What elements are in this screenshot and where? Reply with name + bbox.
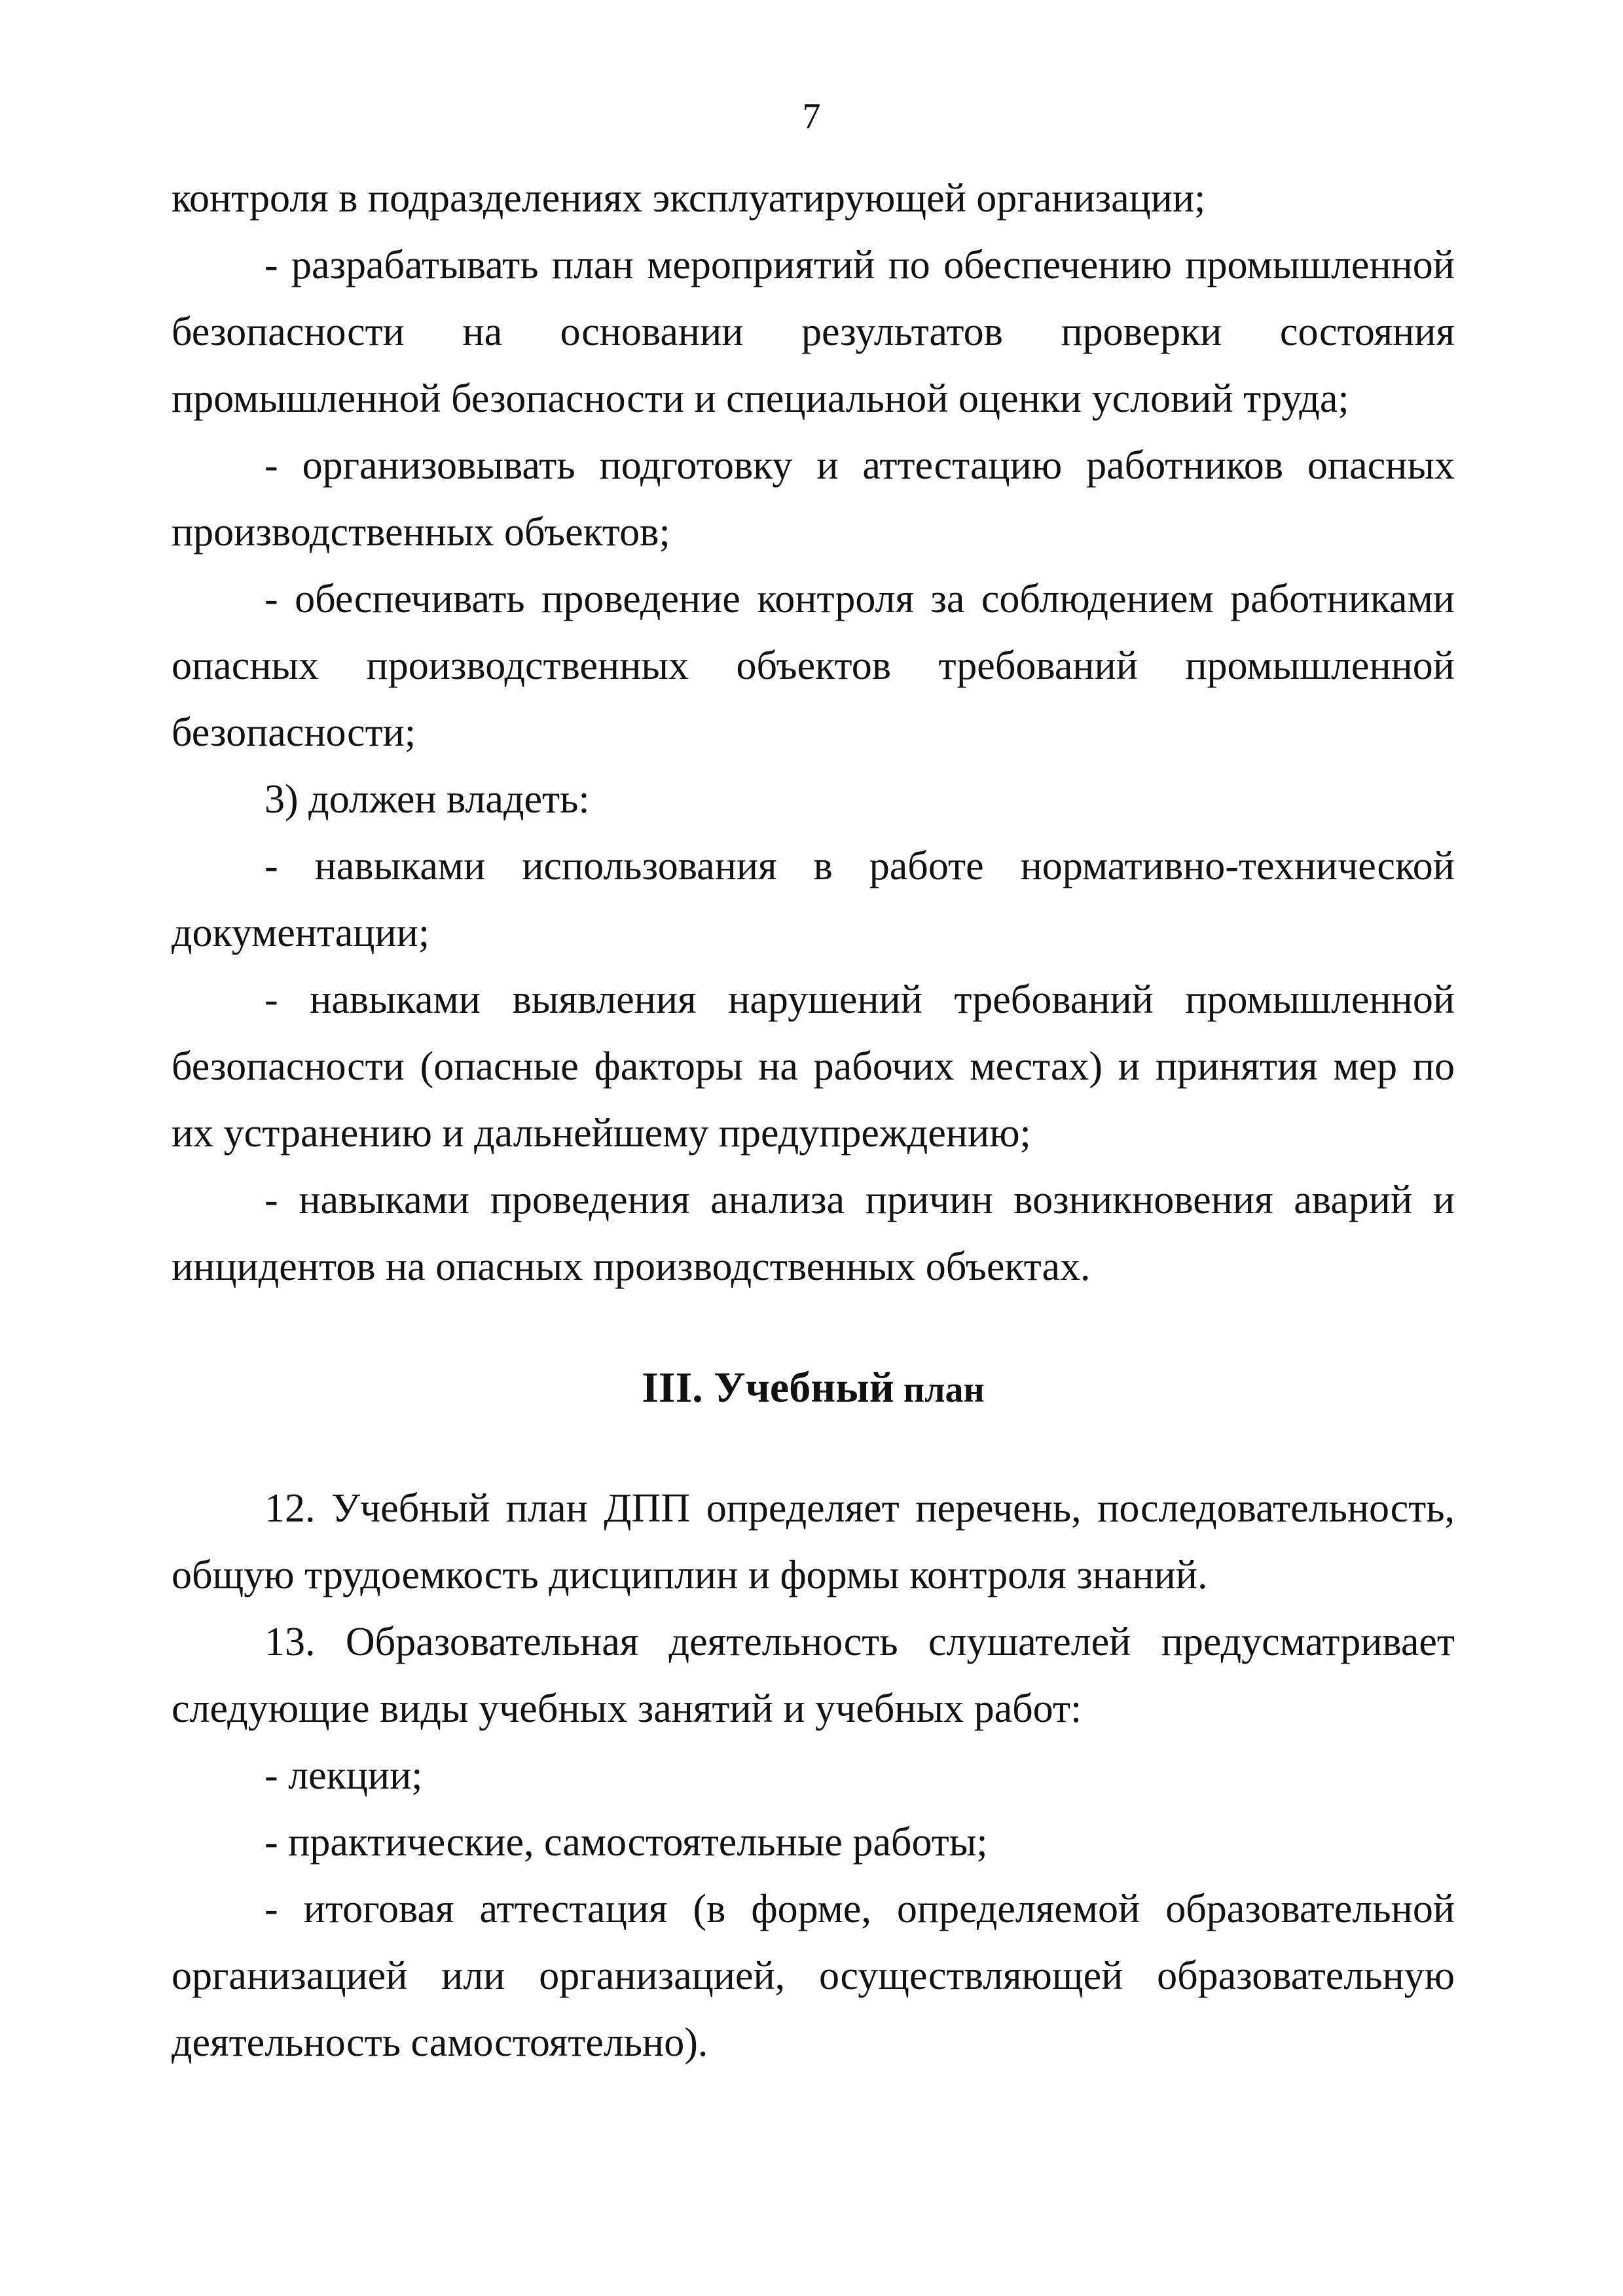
numbered-paragraph: 13. Образовательная деятельность слушателей предусматривает следующие виды учебных занятий и учебных работ:: [172, 1620, 1455, 1731]
numbered-item: 3) должен владеть:: [264, 777, 590, 822]
list-item: - разрабатывать план мероприятий по обеспечению промышленной безопасности на основании результатов проверки состояния промышленной безопасности и специальной оценки условий труда;: [172, 243, 1455, 421]
page-number: 7: [802, 96, 821, 137]
list-item: - практические, самостоятельные работы;: [264, 1820, 988, 1865]
list-item: - навыками выявления нарушений требований промышленной безопасности (опасные факторы на рабочих местах) и принятия мер по их устранению и дальнейшему предупреждению;: [172, 977, 1455, 1156]
list-item: - итоговая аттестация (в форме, определяемой образовательной организацией или организацией, осуществляющей образовательную деятельность самостоятельно).: [172, 1887, 1455, 2065]
section-heading-tail: план: [894, 1370, 985, 1410]
paragraph: контроля в подразделениях эксплуатирующей организации;: [172, 176, 1206, 221]
list-item: - навыками проведения анализа причин возникновения аварий и инцидентов на опасных производственных объектах.: [172, 1178, 1455, 1289]
list-item: - навыками использования в работе нормативно-технической документации;: [172, 844, 1455, 955]
document-body: [172, 165, 1455, 2076]
list-item: - обеспечивать проведение контроля за соблюдением работниками опасных производственных объектов требований промышленной безопасности;: [172, 577, 1455, 755]
list-item: - лекции;: [264, 1753, 423, 1798]
numbered-paragraph: 12. Учебный план ДПП определяет перечень, последовательность, общую трудоемкость дисциплин и формы контроля знаний.: [172, 1486, 1455, 1597]
list-item: - организовывать подготовку и аттестацию работников опасных производственных объектов;: [172, 443, 1455, 555]
section-heading-main: III. Учебный: [642, 1364, 894, 1412]
section-heading: [172, 1354, 1455, 1424]
